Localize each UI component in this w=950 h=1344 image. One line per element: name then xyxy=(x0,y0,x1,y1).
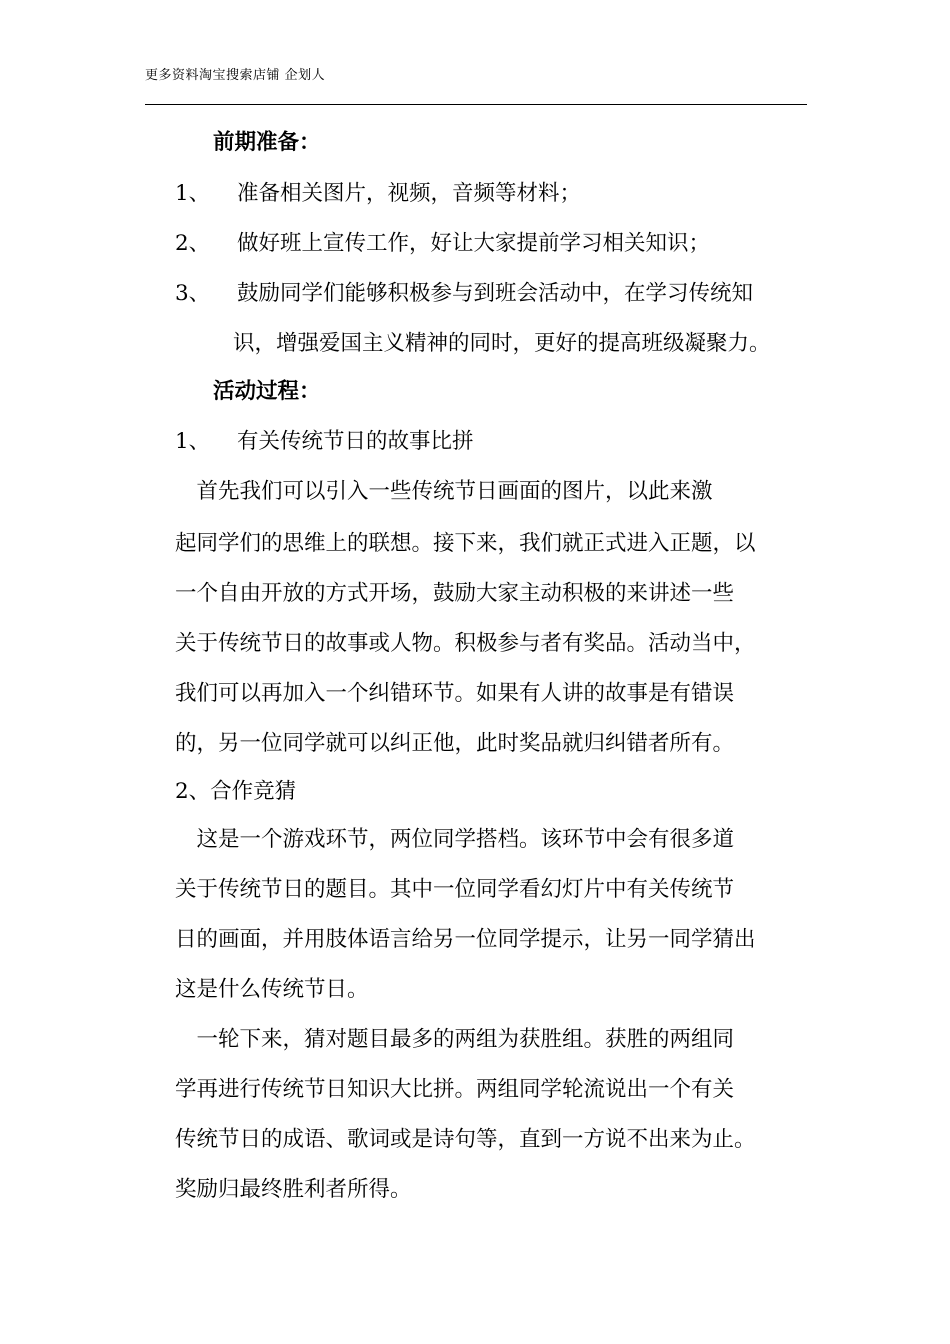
para2-line: 日的画面，并用肢体语言给另一位同学提示，让另一同学猜出 xyxy=(175,927,756,952)
para1-line: 起同学们的思维上的联想。接下来，我们就正式进入正题，以 xyxy=(175,531,756,556)
prep-item-1 xyxy=(175,180,815,208)
prep-heading: 前期准备： xyxy=(213,130,321,155)
prep-item-3 xyxy=(175,280,815,308)
para2-line: 关于传统节日的题目。其中一位同学看幻灯片中有关传统节 xyxy=(175,877,735,902)
prep-item-1-number: 1、 xyxy=(175,181,211,206)
para3-line: 学再进行传统节日知识大比拼。两组同学轮流说出一个有关 xyxy=(175,1077,735,1102)
para3-line: 传统节日的成语、歌词或是诗句等，直到一方说不出来为止。 xyxy=(175,1127,756,1152)
prep-item-2-number: 2、 xyxy=(175,231,211,256)
para1-line: 关于传统节日的故事或人物。积极参与者有奖品。活动当中， xyxy=(175,631,756,656)
prep-item-3-continuation: 识，增强爱国主义精神的同时，更好的提高班级凝聚力。 xyxy=(233,331,771,356)
prep-item-1-text: 准备相关图片，视频，音频等材料； xyxy=(237,181,582,206)
prep-item-3-text: 鼓励同学们能够积极参与到班会活动中，在学习传统知 xyxy=(237,281,754,306)
prep-item-2-text: 做好班上宣传工作，好让大家提前学习相关知识； xyxy=(237,231,711,256)
para1-line: 的，另一位同学就可以纠正他，此时奖品就归纠错者所有。 xyxy=(175,731,735,756)
process-item-1-text: 有关传统节日的故事比拼 xyxy=(237,429,474,454)
para2-line: 这是什么传统节日。 xyxy=(175,977,369,1002)
para1-line: 我们可以再加入一个纠错环节。如果有人讲的故事是有错误 xyxy=(175,681,735,706)
prep-item-3-number: 3、 xyxy=(175,281,211,306)
para2-line: 这是一个游戏环节，两位同学搭档。该环节中会有很多道 xyxy=(175,827,735,852)
header-divider xyxy=(145,104,807,105)
para3-line: 一轮下来，猜对题目最多的两组为获胜组。获胜的两组同 xyxy=(175,1027,735,1052)
process-heading: 活动过程： xyxy=(213,379,321,404)
process-item-1 xyxy=(175,428,815,456)
prep-item-2 xyxy=(175,230,815,258)
process-item-2: 2、合作竞猜 xyxy=(175,779,297,804)
para1-line: 首先我们可以引入一些传统节日画面的图片，以此来激 xyxy=(175,479,713,504)
page-header: 更多资料淘宝搜索店铺 企划人 xyxy=(145,68,326,83)
para3-line: 奖励归最终胜利者所得。 xyxy=(175,1177,412,1202)
process-item-1-number: 1、 xyxy=(175,429,211,454)
para1-line: 一个自由开放的方式开场，鼓励大家主动积极的来讲述一些 xyxy=(175,581,735,606)
